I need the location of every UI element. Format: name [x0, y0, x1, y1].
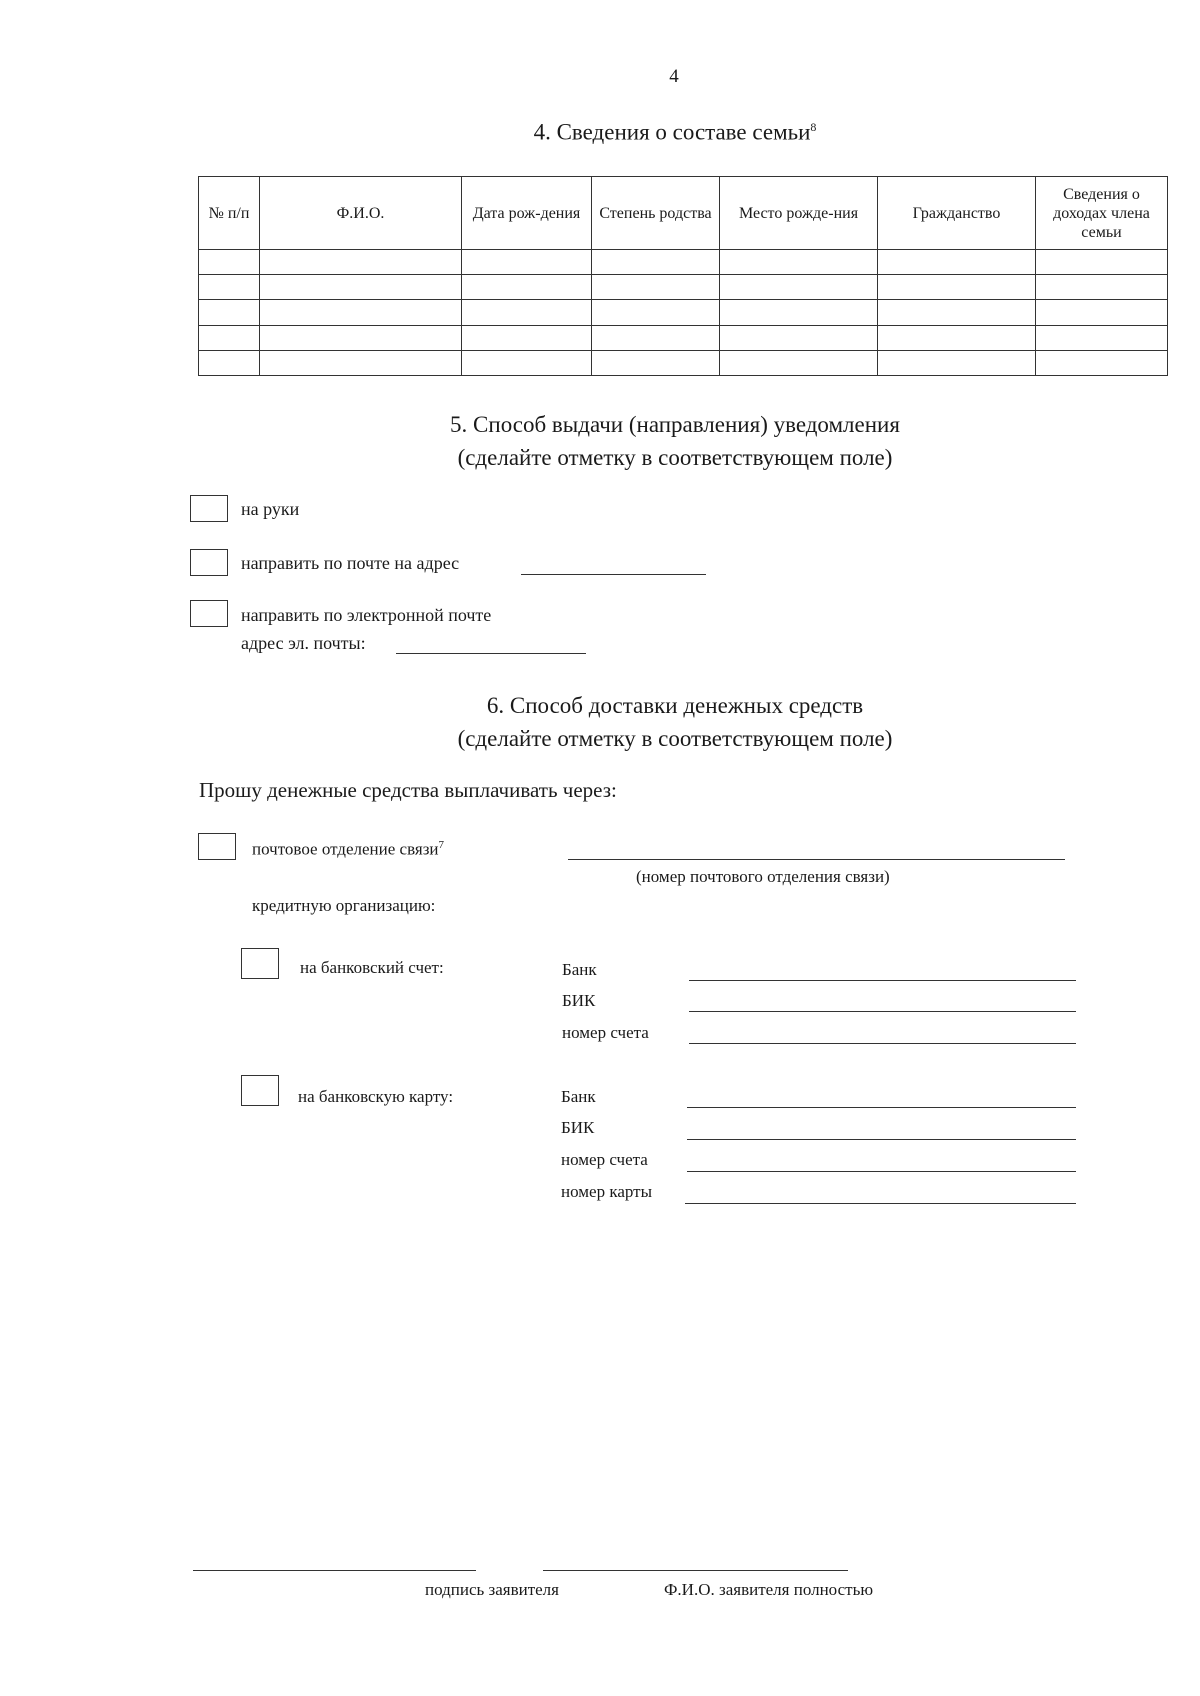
signature-field[interactable]: [193, 1570, 476, 1571]
table-cell[interactable]: [199, 325, 260, 350]
table-row: [199, 300, 1168, 325]
post-office-label-text: почтовое отделение связи: [252, 839, 439, 859]
table-cell[interactable]: [878, 275, 1036, 300]
table-cell[interactable]: [592, 325, 720, 350]
section-4-title: [0, 111, 1200, 149]
table-cell[interactable]: [462, 350, 592, 375]
table-cell[interactable]: [462, 325, 592, 350]
column-header-birth-date: Дата рож-дения: [462, 177, 592, 250]
bank-account-bik-label: БИК: [562, 991, 596, 1010]
bank-card-label: на банковскую карту:: [298, 1087, 454, 1106]
column-header-number: № п/п: [199, 177, 260, 250]
table-cell[interactable]: [199, 350, 260, 375]
checkbox-bank-account[interactable]: [241, 948, 279, 979]
bank-card-bank-label: Банк: [561, 1087, 596, 1106]
bank-card-bik-field[interactable]: [687, 1139, 1076, 1140]
full-name-field[interactable]: [543, 1570, 848, 1571]
table-cell[interactable]: [592, 300, 720, 325]
bank-account-bank-field[interactable]: [689, 980, 1076, 981]
table-cell[interactable]: [199, 250, 260, 275]
table-row: [199, 250, 1168, 275]
checkbox-post-office[interactable]: [198, 833, 236, 860]
table-cell[interactable]: [720, 250, 878, 275]
table-cell[interactable]: [462, 300, 592, 325]
table-cell[interactable]: [878, 350, 1036, 375]
table-cell[interactable]: [462, 250, 592, 275]
column-header-birthplace: Место рожде-ния: [720, 177, 878, 250]
section-4-title-text: 4. Сведения о составе семьи: [533, 119, 811, 145]
checkbox-hand-delivery[interactable]: [190, 495, 228, 522]
table-row: [199, 275, 1168, 300]
bank-card-bik-label: БИК: [561, 1118, 595, 1137]
column-header-citizenship: Гражданство: [878, 177, 1036, 250]
post-office-number-caption: (номер почтового отделения связи): [636, 867, 890, 886]
checkbox-bank-card[interactable]: [241, 1075, 279, 1106]
table-cell[interactable]: [592, 350, 720, 375]
bank-card-account-label: номер счета: [561, 1150, 648, 1169]
table-cell[interactable]: [199, 275, 260, 300]
option-hand-delivery-label: на руки: [241, 499, 300, 519]
footnote-marker: 7: [438, 839, 445, 851]
section-6-subtitle: (сделайте отметку в соответствующем поле): [457, 726, 893, 751]
bank-card-bank-field[interactable]: [687, 1107, 1076, 1108]
bank-account-bank-label: Банк: [562, 960, 597, 979]
column-header-relation: Степень родства: [592, 177, 720, 250]
table-cell[interactable]: [592, 250, 720, 275]
section-5-title: 5. Способ выдачи (направления) уведомления: [450, 412, 900, 437]
page-number: 4: [669, 66, 679, 87]
bank-account-bik-field[interactable]: [689, 1011, 1076, 1012]
option-post-delivery-label: направить по почте на адрес: [241, 553, 460, 573]
credit-organization-label: кредитную организацию:: [252, 896, 436, 915]
table-cell[interactable]: [1036, 325, 1168, 350]
table-cell[interactable]: [462, 275, 592, 300]
table-cell[interactable]: [878, 325, 1036, 350]
bank-card-number-field[interactable]: [685, 1203, 1076, 1204]
table-cell[interactable]: [260, 350, 462, 375]
post-office-label: [252, 833, 444, 862]
table-cell[interactable]: [720, 350, 878, 375]
table-cell[interactable]: [1036, 350, 1168, 375]
post-office-number-field[interactable]: [568, 859, 1065, 860]
bank-card-number-label: номер карты: [561, 1182, 653, 1201]
table-cell[interactable]: [878, 250, 1036, 275]
email-address-label: адрес эл. почты:: [241, 633, 366, 653]
table-cell[interactable]: [260, 300, 462, 325]
family-composition-table: [198, 176, 1168, 376]
table-cell[interactable]: [260, 250, 462, 275]
option-email-delivery-label: направить по электронной почте: [241, 605, 492, 625]
table-cell[interactable]: [260, 325, 462, 350]
table-cell[interactable]: [1036, 250, 1168, 275]
table-cell[interactable]: [720, 275, 878, 300]
table-cell[interactable]: [199, 300, 260, 325]
full-name-caption: Ф.И.О. заявителя полностью: [664, 1580, 874, 1599]
email-address-field[interactable]: [396, 653, 586, 654]
payment-intro-text: Прошу денежные средства выплачивать через:: [199, 778, 617, 802]
signature-caption: подпись заявителя: [425, 1580, 559, 1599]
bank-account-number-label: номер счета: [562, 1023, 649, 1042]
table-row: [199, 325, 1168, 350]
table-header-row: [199, 177, 1168, 250]
table-cell[interactable]: [1036, 275, 1168, 300]
table-cell[interactable]: [720, 300, 878, 325]
column-header-fio: Ф.И.О.: [260, 177, 462, 250]
section-5-subtitle: (сделайте отметку в соответствующем поле): [457, 445, 893, 470]
table-cell[interactable]: [260, 275, 462, 300]
column-header-income: Сведения о доходах члена семьи: [1036, 177, 1168, 250]
footnote-marker: 8: [810, 120, 817, 134]
table-cell[interactable]: [720, 325, 878, 350]
bank-account-label: на банковский счет:: [300, 958, 444, 977]
bank-card-account-field[interactable]: [687, 1171, 1076, 1172]
section-6-title: 6. Способ доставки денежных средств: [486, 693, 864, 718]
table-cell[interactable]: [1036, 300, 1168, 325]
checkbox-post-delivery[interactable]: [190, 549, 228, 576]
table-row: [199, 350, 1168, 375]
table-cell[interactable]: [878, 300, 1036, 325]
table-cell[interactable]: [592, 275, 720, 300]
bank-account-number-field[interactable]: [689, 1043, 1076, 1044]
post-address-field[interactable]: [521, 574, 706, 575]
checkbox-email-delivery[interactable]: [190, 600, 228, 627]
